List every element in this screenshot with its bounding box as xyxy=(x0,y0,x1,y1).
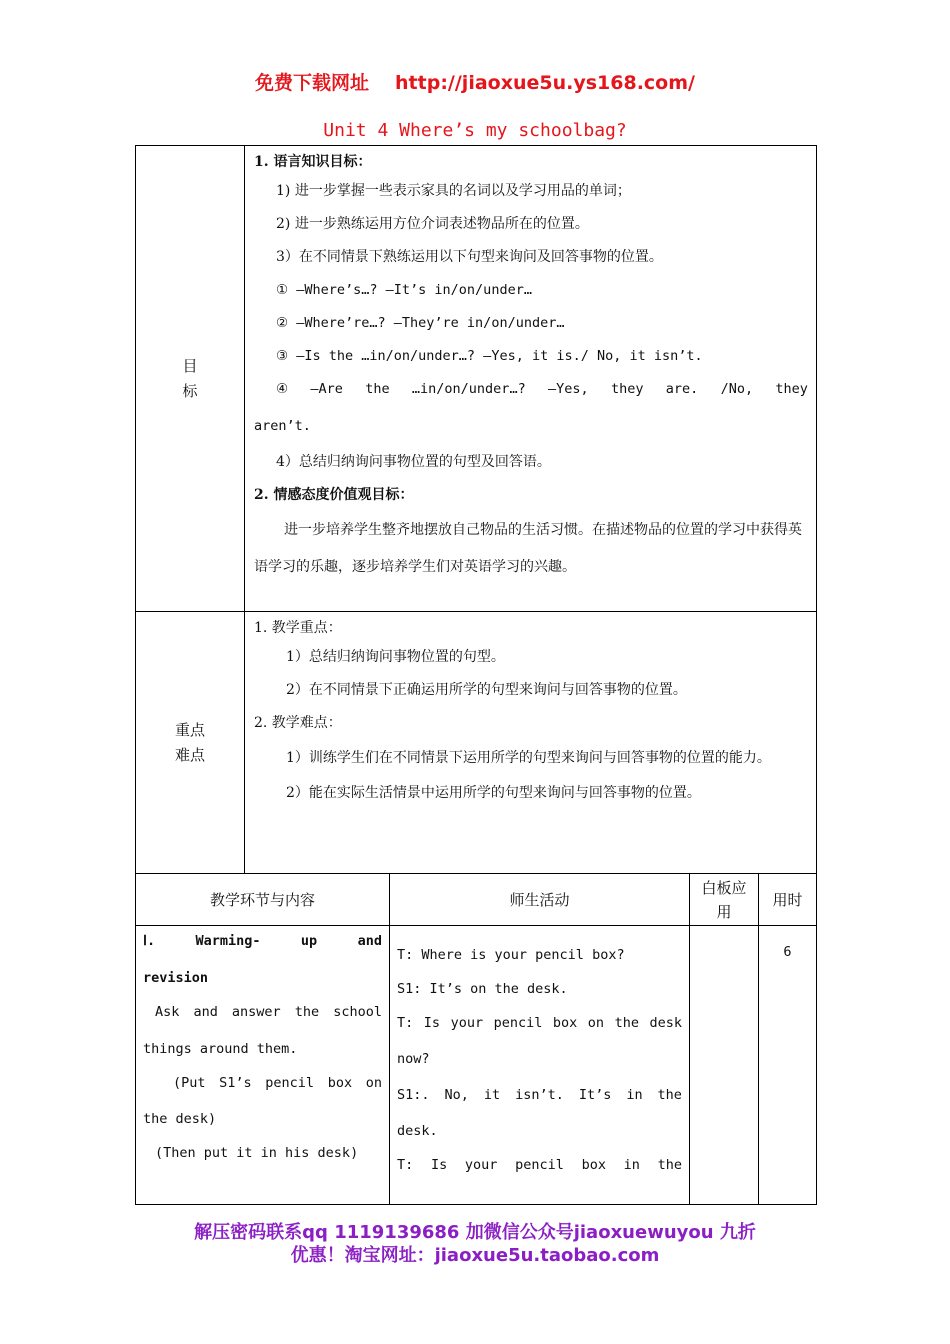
dialogue-line: now? xyxy=(397,1051,430,1067)
goals-label-cell xyxy=(136,146,245,612)
key-item: 2）在不同情景下正确运用所学的句型来询问与回答事物的位置。 xyxy=(286,682,687,698)
dialogue-word: in xyxy=(623,1157,640,1173)
banner-url[interactable]: http://jiaoxue5u.ys168.com/ xyxy=(395,72,695,94)
pattern-number: ① xyxy=(276,282,289,298)
dialogue-word: pencil xyxy=(515,1157,564,1173)
attitude-goals-text: 进一步培养学生整齐地摆放自己物品的生活习惯。在描述物品的位置的学习中获得英语学习的乐趣，逐步培养学生们对英语学习的兴趣。 xyxy=(254,522,802,575)
dialogue-word: It’s xyxy=(578,1087,612,1103)
stage-word: answer xyxy=(231,1004,281,1020)
pattern-word: …in/on/under…? xyxy=(411,381,526,397)
pattern-word: —Are xyxy=(310,381,343,397)
pattern-text: —Is the …in/on/under…? —Yes, it is./ No, it isn’t. xyxy=(296,348,703,364)
dialogue-word: the xyxy=(657,1157,682,1173)
attitude-goals-heading: 2. 情感态度价值观目标： xyxy=(254,487,414,503)
goal-item: 3）在不同情景下熟练运用以下句型来询问及回答事物的位置。 xyxy=(276,249,663,265)
stage-cell xyxy=(136,926,390,1205)
pattern-number: ② xyxy=(276,315,289,331)
stage-word: and xyxy=(193,1004,218,1020)
key-points-content-cell xyxy=(245,612,817,874)
key-item: 1）总结归纳询问事物位置的句型。 xyxy=(286,649,505,665)
key-points-label-cell xyxy=(136,612,245,874)
dialogue-word: Is xyxy=(430,1157,448,1173)
lesson-plan-table xyxy=(135,145,817,1205)
dialogue-word: your xyxy=(450,1015,484,1031)
key-item: 1）训练学生们在不同情景下运用所学的句型来询问与回答事物的位置的能力。 xyxy=(286,750,771,766)
key-points-row xyxy=(136,612,817,874)
dialogue-word: box xyxy=(581,1157,606,1173)
stage-word: (Put xyxy=(173,1075,206,1091)
time-cell: 6 xyxy=(759,926,817,1205)
sentence-pattern xyxy=(254,274,808,307)
pattern-word: they xyxy=(775,381,808,397)
stage-text xyxy=(143,1076,382,1090)
goals-content-cell xyxy=(245,146,817,612)
whiteboard-cell xyxy=(690,926,759,1205)
stage-heading xyxy=(143,928,382,954)
dialogue-word: your xyxy=(464,1157,498,1173)
procedure-row xyxy=(136,926,817,1205)
pattern-word: /No, xyxy=(720,381,754,397)
banner-label: 免费下载网址 xyxy=(255,72,370,94)
key-difficulty-heading: 2. 教学难点： xyxy=(254,715,342,731)
footer-shop-line[interactable]: 优惠！淘宝网址：jiaoxue5u.taobao.com xyxy=(290,1245,660,1266)
dialogue-word: on xyxy=(587,1015,605,1031)
download-banner[interactable] xyxy=(0,68,950,95)
language-goals-heading: 1. 语言知识目标： xyxy=(254,154,372,170)
pattern-word: —Yes, xyxy=(548,381,589,397)
pattern-word: the xyxy=(365,381,390,397)
pattern-number: ③ xyxy=(276,348,289,364)
stage-heading-cont: revision xyxy=(143,970,209,986)
stage-word: Ⅰ. xyxy=(143,933,156,949)
goals-label: 目标 xyxy=(182,356,198,400)
sentence-pattern xyxy=(254,307,808,340)
dialogue-word: the xyxy=(614,1015,639,1031)
dialogue-line xyxy=(397,1150,682,1180)
pattern-word: are. xyxy=(665,381,699,397)
pattern-continuation: aren’t. xyxy=(254,418,311,434)
dialogue-line: T: Where is your pencil box? xyxy=(397,947,625,963)
stage-word: the xyxy=(294,1004,320,1020)
stage-word: up xyxy=(300,933,318,949)
pattern-text: —Where’re…? —They’re in/on/under… xyxy=(296,315,565,331)
footer-contact-line: 解压密码联系qq 1119139686 加微信公众号jiaoxuewuyou 九折 xyxy=(194,1222,756,1243)
procedure-header-row xyxy=(136,874,817,926)
dialogue-word: S1:. xyxy=(397,1087,430,1103)
goal-item: 2) 进一步熟练运用方位介词表述物品所在的位置。 xyxy=(276,216,589,232)
dialogue-word: T: xyxy=(397,1157,414,1173)
dialogue-word: pencil xyxy=(493,1015,543,1031)
dialogue-word: the xyxy=(657,1087,682,1103)
key-points-label: 重点难点 xyxy=(175,720,206,764)
dialogue-word: in xyxy=(626,1087,643,1103)
dialogue-word: Is xyxy=(423,1015,441,1031)
header-whiteboard-text: 白板应用 xyxy=(701,878,747,921)
dialogue-line xyxy=(397,1078,682,1112)
dialogue-line: desk. xyxy=(397,1123,438,1139)
pattern-word: they xyxy=(610,381,644,397)
key-item: 2）能在实际生活情景中运用所学的句型来询问与回答事物的位置。 xyxy=(286,785,701,801)
header-time: 用时 xyxy=(759,874,817,926)
goal-item: 1) 进一步掌握一些表示家具的名词以及学习用品的单词； xyxy=(276,183,631,199)
stage-word: school xyxy=(333,1004,382,1020)
pattern-text: —Where’s…? —It’s in/on/under… xyxy=(296,282,532,298)
stage-text: (Then put it in his desk) xyxy=(155,1145,359,1161)
dialogue-line: S1: It’s on the desk. xyxy=(397,981,568,997)
dialogue-word: isn’t. xyxy=(515,1087,564,1103)
stage-word: pencil xyxy=(265,1075,315,1091)
dialogue-word: it xyxy=(483,1087,501,1103)
header-whiteboard xyxy=(690,874,759,926)
activity-cell xyxy=(390,926,690,1205)
stage-word: box xyxy=(327,1075,353,1091)
stage-word: Ask xyxy=(155,1004,180,1020)
stage-word: S1’s xyxy=(219,1075,252,1091)
dialogue-word: T: xyxy=(397,1015,414,1031)
stage-word: Warming- xyxy=(195,933,261,949)
stage-text: the desk) xyxy=(143,1111,217,1127)
goals-row xyxy=(136,146,817,612)
stage-text: things around them. xyxy=(143,1041,298,1057)
dialogue-word: box xyxy=(552,1015,578,1031)
header-stage: 教学环节与内容 xyxy=(136,874,390,926)
dialogue-word: No, xyxy=(444,1087,469,1103)
lesson-title: Unit 4 Where’s my schoolbag? xyxy=(323,120,627,141)
dialogue-word: desk xyxy=(649,1015,682,1031)
pattern-number: ④ xyxy=(276,381,289,397)
stage-text xyxy=(143,1002,382,1022)
header-activity: 师生活动 xyxy=(390,874,690,926)
key-focus-heading: 1. 教学重点： xyxy=(254,620,342,636)
stage-word: and xyxy=(357,933,382,949)
sentence-pattern-justified xyxy=(254,373,808,406)
dialogue-line xyxy=(397,1006,682,1040)
stage-word: on xyxy=(365,1075,382,1091)
goal-item: 4）总结归纳询问事物位置的句型及回答语。 xyxy=(276,454,551,470)
sentence-pattern xyxy=(254,340,808,373)
